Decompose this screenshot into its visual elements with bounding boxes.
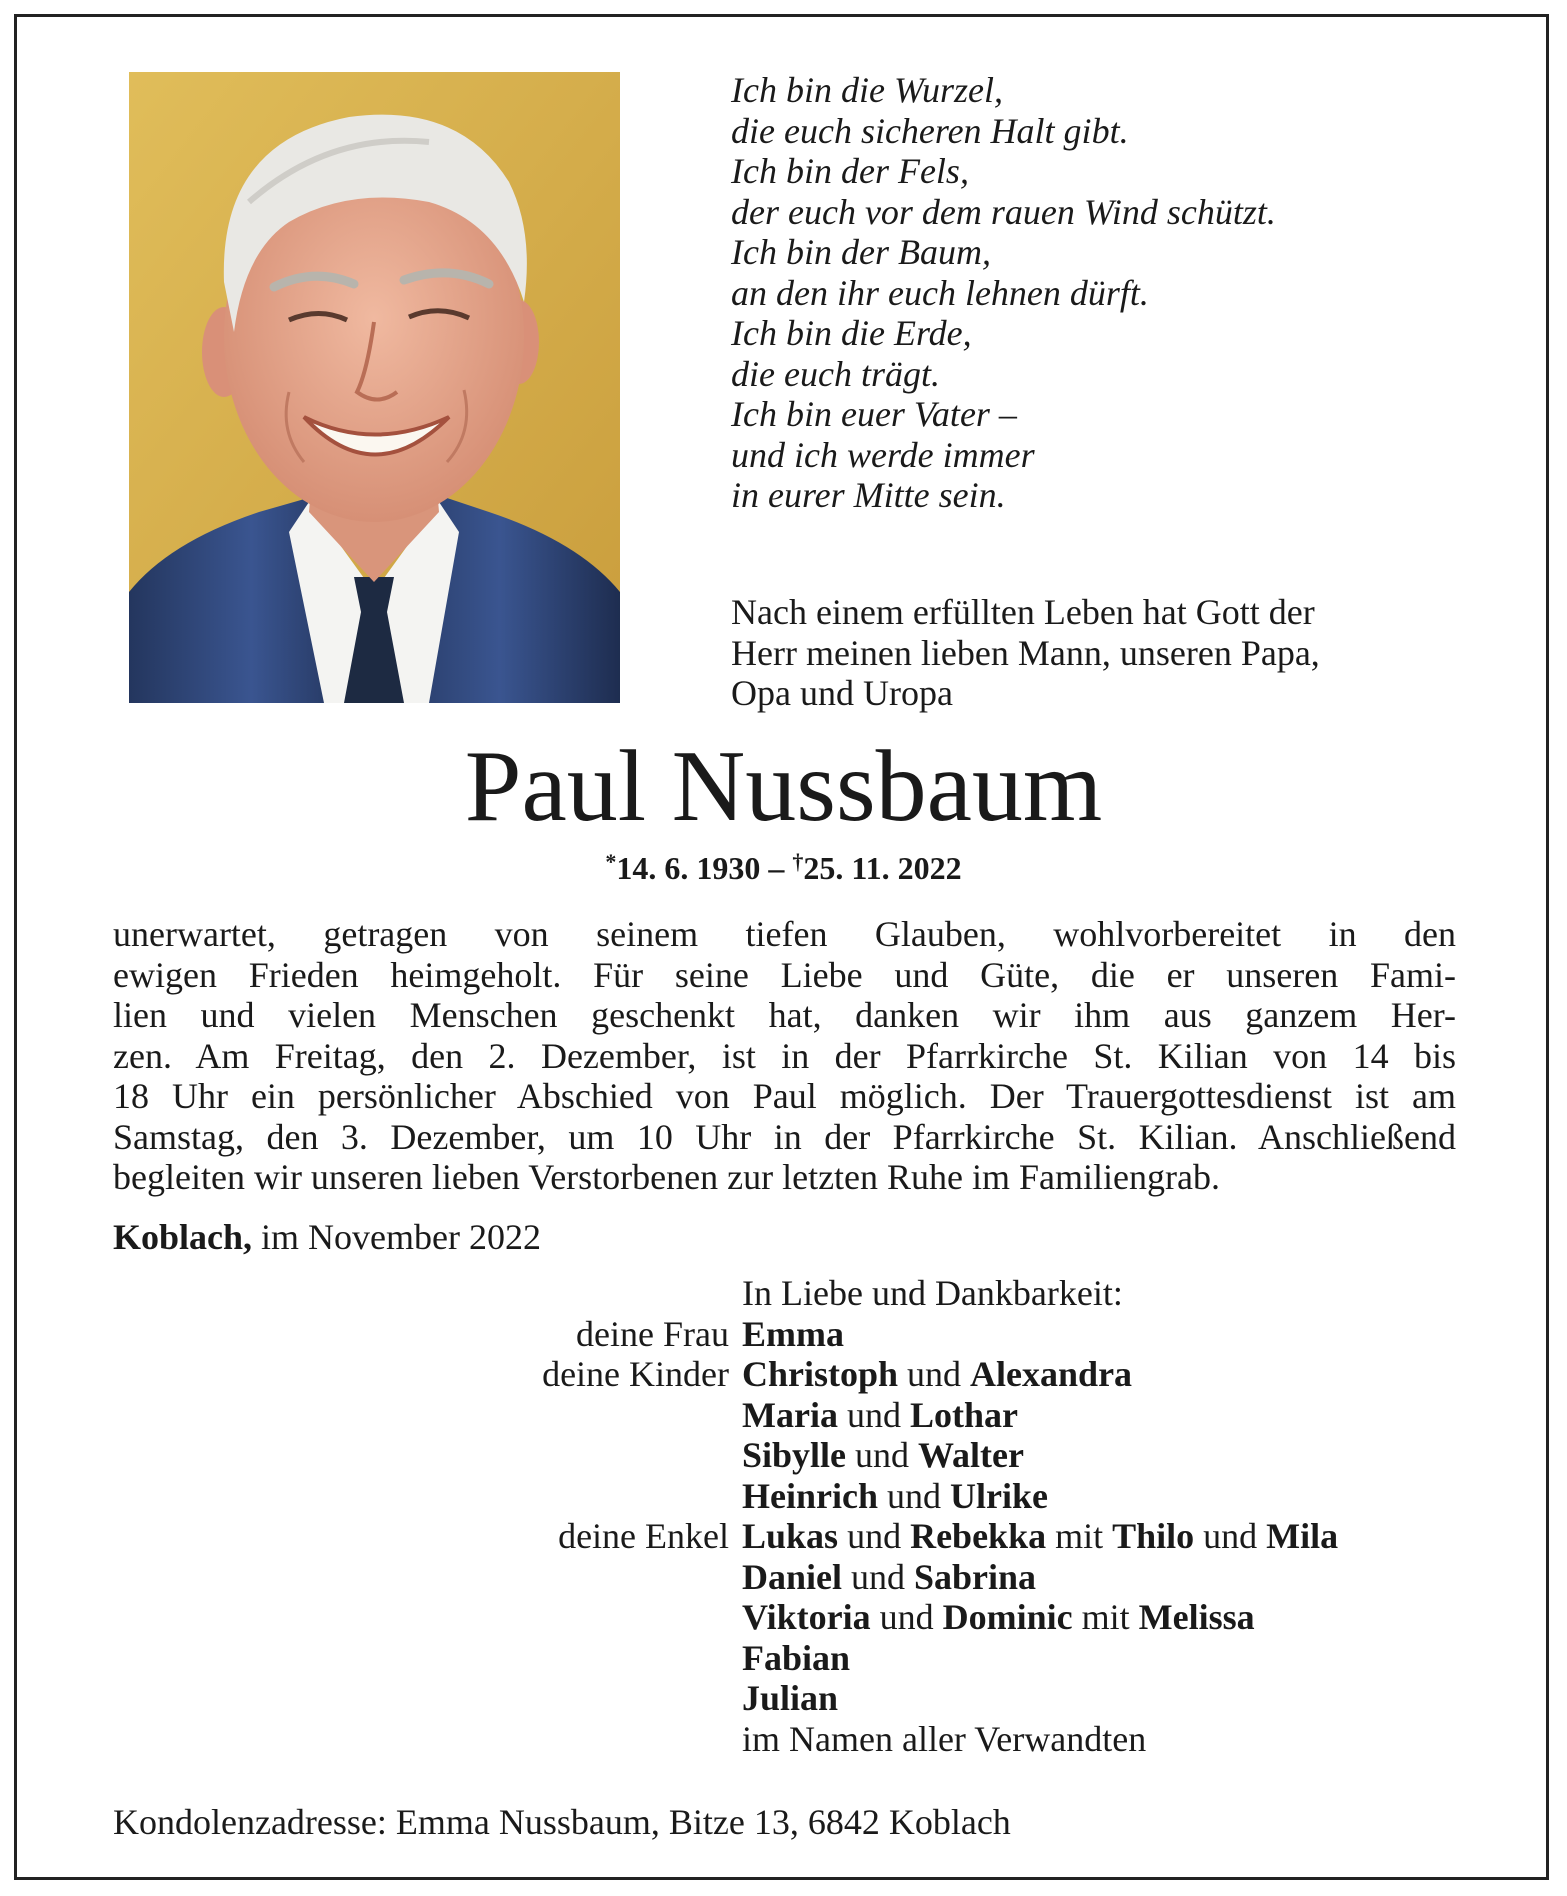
great-grandchild-name: Thilo xyxy=(1112,1516,1195,1556)
grandchild-partner-name: Sabrina xyxy=(914,1556,1037,1597)
death-date: 25. 11. 2022 xyxy=(803,850,962,886)
grandchild-partner-name: Rebekka xyxy=(910,1516,1047,1556)
child-partner-name: Ulrike xyxy=(949,1475,1048,1516)
connector: und xyxy=(879,1597,934,1637)
wife-name: Emma xyxy=(742,1313,844,1354)
poem-line: Ich bin der Baum, xyxy=(731,232,991,272)
body-line: lien und vielen Menschen geschenkt hat, danken wir ihm aus ganzem Her- xyxy=(113,995,1456,1035)
grandchild-name: Fabian xyxy=(742,1637,851,1678)
intro-line: Opa und Uropa xyxy=(731,673,953,713)
great-grandchild-name: Mila xyxy=(1266,1516,1339,1556)
place-date xyxy=(113,1217,541,1257)
poem-line: Ich bin die Erde, xyxy=(731,313,972,353)
place-month: im November 2022 xyxy=(261,1217,541,1257)
poem-line: Ich bin euer Vater – xyxy=(731,394,1017,434)
death-symbol: † xyxy=(792,849,804,874)
great-grandchild-name: Melissa xyxy=(1138,1597,1255,1637)
child-name: Christoph xyxy=(742,1354,899,1394)
intro-line: Nach einem erfüllten Leben hat Gott der xyxy=(731,592,1315,632)
child-name: Heinrich xyxy=(742,1475,878,1516)
deceased-name: Paul Nussbaum xyxy=(464,730,1103,843)
connector: mit xyxy=(1055,1516,1104,1556)
poem-line: und ich werde immer xyxy=(731,434,1035,475)
body-text xyxy=(113,914,1456,1198)
connector: und xyxy=(1203,1516,1258,1556)
condolence-address: Kondolenzadresse: Emma Nussbaum, Bitze 13, 6842 Koblach xyxy=(113,1802,1011,1842)
date-separator: – xyxy=(760,850,793,886)
life-dates xyxy=(0,842,1567,888)
poem-line: an den ihr euch lehnen dürft. xyxy=(731,272,1149,313)
poem xyxy=(731,70,1276,516)
child-partner-name: Alexandra xyxy=(970,1354,1133,1394)
grandchild-partner-name: Dominic xyxy=(942,1597,1073,1637)
connector: und xyxy=(851,1556,906,1597)
child-partner-name: Walter xyxy=(918,1435,1024,1475)
poem-line: die euch sicheren Halt gibt. xyxy=(731,110,1129,151)
body-line: 18 Uhr ein persönlicher Abschied von Paul möglich. Der Trauergottesdienst ist am xyxy=(113,1076,1456,1116)
signature-closing: im Namen aller Verwandten xyxy=(742,1718,1147,1759)
body-line: begleiten wir unseren lieben Verstorbenen zur letzten Ruhe im Familiengrab. xyxy=(113,1157,1220,1197)
body-line: zen. Am Freitag, den 2. Dezember, ist in der Pfarrkirche St. Kilian von 14 bis xyxy=(113,1035,1456,1076)
connector: und xyxy=(886,1475,941,1516)
body-line: unerwartet, getragen von seinem tiefen Glauben, wohlvorbereitet in den xyxy=(113,914,1456,954)
place-town: Koblach, xyxy=(113,1217,253,1257)
mourners-list xyxy=(0,1273,1567,1759)
birth-date: 14. 6. 1930 xyxy=(616,850,761,886)
child-name: Maria xyxy=(742,1394,838,1435)
children-label: deine Kinder xyxy=(542,1354,729,1394)
grandchild-name: Viktoria xyxy=(742,1597,871,1637)
portrait-photo xyxy=(129,72,620,703)
body-line: Samstag, den 3. Dezember, um 10 Uhr in der Pfarrkirche St. Kilian. Anschließend xyxy=(113,1116,1456,1157)
grandchildren-label: deine Enkel xyxy=(558,1516,729,1556)
poem-line: die euch trägt. xyxy=(731,353,940,394)
poem-line: der euch vor dem rauen Wind schützt. xyxy=(731,191,1276,232)
body-line: ewigen Frieden heimgeholt. Für seine Liebe und Güte, die er unseren Fami- xyxy=(113,954,1456,995)
grandchild-name: Daniel xyxy=(742,1556,843,1597)
poem-line: in eurer Mitte sein. xyxy=(731,475,1006,515)
poem-line: Ich bin der Fels, xyxy=(731,151,969,191)
connector: mit xyxy=(1081,1597,1130,1637)
child-partner-name: Lothar xyxy=(909,1394,1018,1435)
connector: und xyxy=(907,1354,962,1394)
child-name: Sibylle xyxy=(742,1435,847,1475)
wife-label: deine Frau xyxy=(576,1313,729,1354)
connector: und xyxy=(846,1394,901,1435)
birth-symbol: * xyxy=(605,849,617,874)
intro-text xyxy=(731,592,1456,714)
connector: und xyxy=(847,1516,902,1556)
poem-line: Ich bin die Wurzel, xyxy=(731,70,1003,110)
grandchild-name: Lukas xyxy=(742,1516,839,1556)
signature-heading: In Liebe und Dankbarkeit: xyxy=(742,1273,1123,1313)
connector: und xyxy=(855,1435,910,1475)
grandchild-name: Julian xyxy=(742,1678,839,1718)
intro-line: Herr meinen lieben Mann, unseren Papa, xyxy=(731,632,1320,673)
